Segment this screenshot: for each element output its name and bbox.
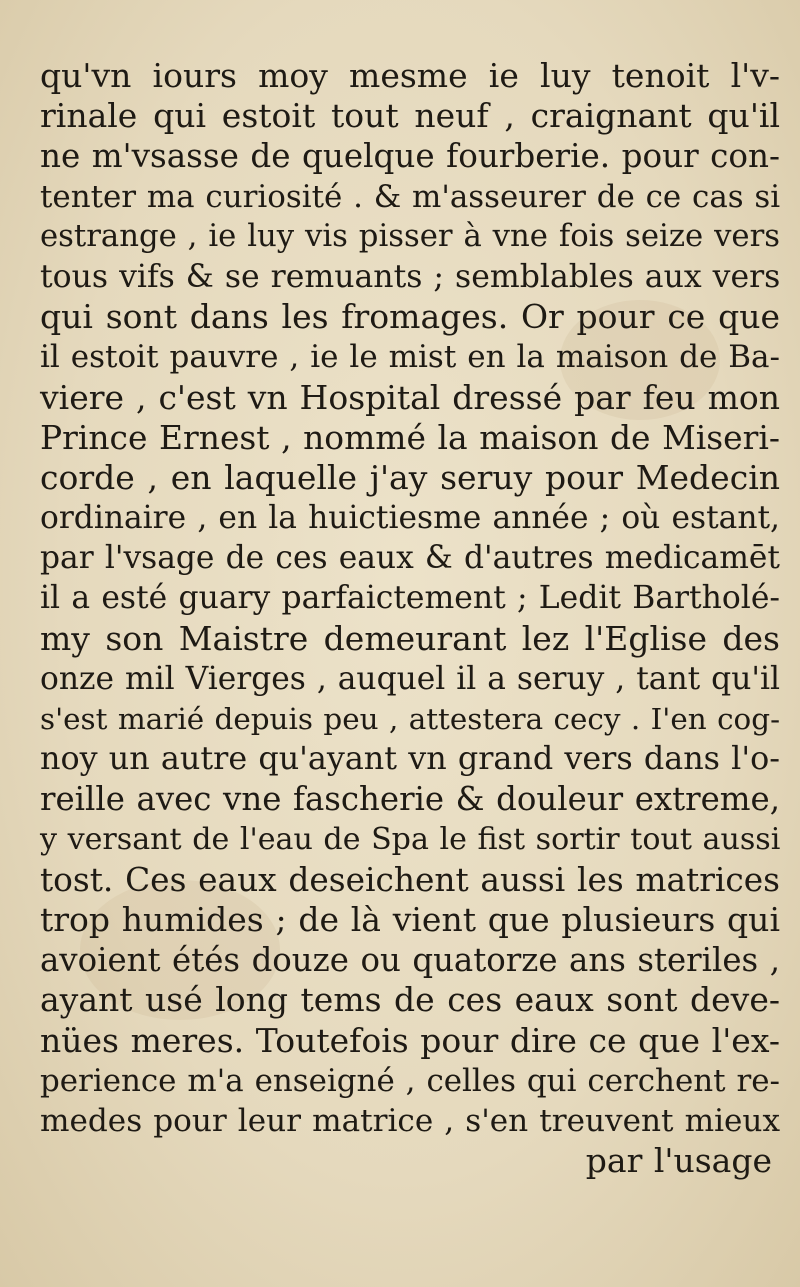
catchword: par l'usage: [585, 1141, 772, 1181]
text-line: qui sont dans les fromages. Or pour ce que: [40, 297, 780, 337]
text-line: qu'vn iours moy mesme ie luy tenoit l'v-: [40, 56, 780, 95]
text-line: Prince Ernest , nommé la maison de Miseri-: [40, 417, 780, 457]
text-line: perience m'a enseigné , celles qui cerchent re-: [40, 1062, 780, 1099]
text-line: tous vifs & se remuants ; semblables aux vers: [40, 258, 781, 295]
text-line: onze mil Vierges , auquel il a seruy , tant qu'il: [40, 660, 780, 697]
text-line: ordinaire , en la huictiesme année ; où estant,: [40, 500, 780, 537]
text-line: nües meres. Toutefois pour dire ce que l'ex-: [40, 1020, 780, 1060]
text-line: ne m'vsasse de quelque fourberie. pour con-: [40, 137, 780, 176]
text-line: s'est marié depuis peu , attestera cecy . I'en cog-: [40, 702, 780, 736]
text-line: avoient étés douze ou quatorze ans steriles ,: [40, 941, 780, 980]
text-line: il estoit pauvre , ie le mist en la maison de Ba-: [40, 339, 780, 376]
text-line: reille avec vne fascherie & douleur extreme,: [40, 780, 780, 819]
page-text: [40, 56, 780, 1181]
text-line: y versant de l'eau de Spa le fist sortir tout aussi: [40, 821, 781, 857]
text-line: corde , en laquelle j'ay seruy pour Medecin: [40, 457, 780, 497]
text-line: tost. Ces eaux deseichent aussi les matrices: [40, 860, 780, 899]
text-line: tenter ma curiosité . & m'asseurer de ce cas si: [40, 178, 781, 215]
text-line: my son Maistre demeurant lez l'Eglise des: [40, 618, 780, 658]
text-line: noy un autre qu'ayant vn grand vers dans l'o-: [40, 740, 780, 778]
text-line: estrange , ie luy vis pisser à vne fois seize vers: [40, 218, 780, 254]
text-line: il a esté guary parfaictement ; Ledit Bartholé-: [40, 580, 780, 617]
text-line: ayant usé long tems de ces eaux sont deve-: [40, 980, 780, 1020]
text-line: par l'vsage de ces eaux & d'autres medicamēt: [40, 540, 780, 577]
text-line: trop humides ; de là vient que plusieurs qui: [40, 899, 780, 939]
text-line: medes pour leur matrice , s'en treuvent mieux: [40, 1102, 780, 1139]
text-line: rinale qui estoit tout neuf , craignant qu'il: [40, 96, 780, 136]
text-line: viere , c'est vn Hospital dressé par feu mon: [40, 377, 780, 417]
